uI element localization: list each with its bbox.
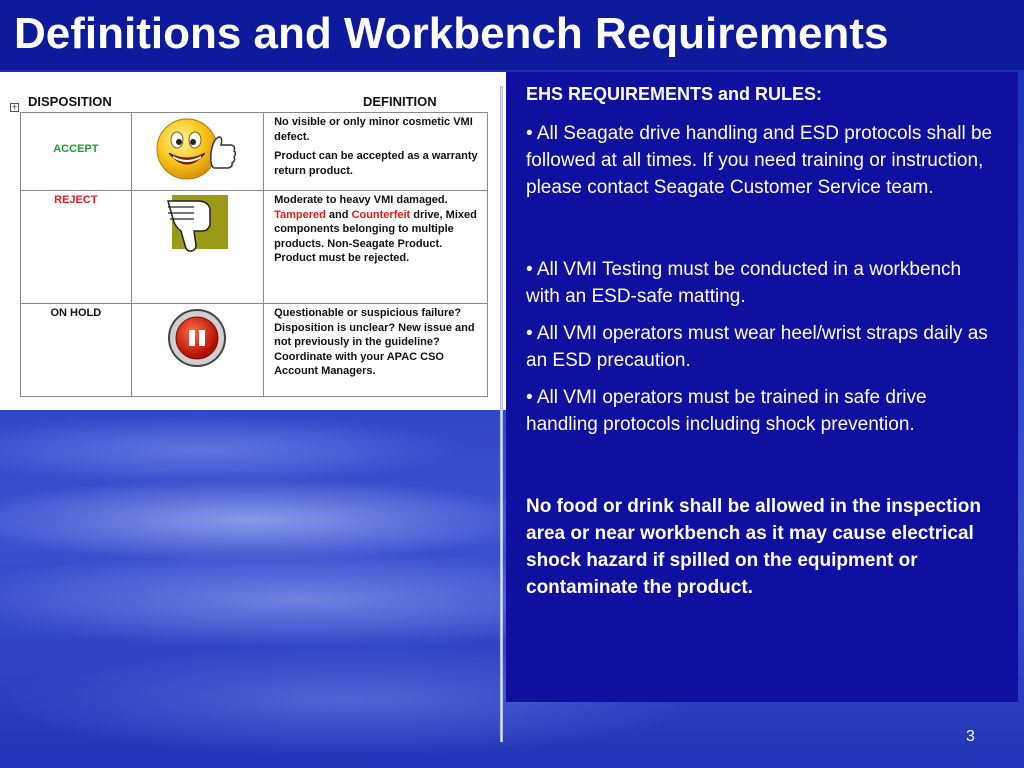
ehs-panel xyxy=(506,72,1018,702)
smiley-thumbs-up-icon xyxy=(151,113,243,185)
definition-cell xyxy=(264,191,488,304)
pause-button-icon xyxy=(165,304,229,368)
tampered-text: Tampered xyxy=(274,208,326,221)
definition-cell xyxy=(264,304,488,397)
title-bar xyxy=(0,0,1024,70)
disposition-cell xyxy=(21,113,132,191)
page-number: 3 xyxy=(966,728,975,745)
disposition-table-wrap xyxy=(10,92,490,377)
hold-definition-2: Coordinate with your APAC CSO Account Managers. xyxy=(274,350,444,377)
reject-definition-1: Moderate to heavy VMI damaged. Tampered and Counterfeit drive, Mixed components belonging to multiple products. Non-Seagate Product. xyxy=(274,194,477,250)
ehs-bullet-4: • All VMI operators must be trained in safe drive handling protocols including shock prevention. xyxy=(526,387,927,435)
ehs-bullet-1: • All Seagate drive handling and ESD protocols shall be followed at all times. If you need training or instruction, please contact Seagate Customer Service team. xyxy=(526,123,993,198)
icon-cell xyxy=(131,113,263,191)
hold-definition-1: Questionable or suspicious failure? Disposition is unclear? New issue and not previously in the guideline? xyxy=(274,307,475,348)
disposition-cell xyxy=(21,191,132,304)
table-row xyxy=(21,304,488,397)
disposition-table xyxy=(20,112,488,397)
slide-title: Definitions and Workbench Requirements xyxy=(14,9,889,58)
thumbs-down-icon xyxy=(162,191,232,255)
ehs-heading: EHS REQUIREMENTS and RULES: xyxy=(526,84,823,104)
table-row xyxy=(21,191,488,304)
table-row xyxy=(21,113,488,191)
table-header-row xyxy=(10,92,490,112)
reject-definition-2: Product must be rejected. xyxy=(274,252,410,264)
accept-definition-2: Product can be accepted as a warranty return product. xyxy=(274,150,478,177)
ehs-bullet-2: • All VMI Testing must be conducted in a workbench with an ESD-safe matting. xyxy=(526,259,962,307)
disposition-on-hold: ON HOLD xyxy=(50,307,102,319)
disposition-cell xyxy=(21,304,132,397)
icon-cell xyxy=(131,191,263,304)
ehs-warning: No food or drink shall be allowed in the inspection area or near workbench as it may cause electrical shock hazard if spilled on the equipment or contaminate the product. xyxy=(526,496,981,598)
divider-line xyxy=(500,86,503,742)
definition-cell xyxy=(264,113,488,191)
header-definition: DEFINITION xyxy=(363,94,437,109)
disposition-reject: REJECT xyxy=(54,194,98,206)
expand-icon[interactable]: + xyxy=(11,102,18,112)
ehs-bullet-3: • All VMI operators must wear heel/wrist straps daily as an ESD precaution. xyxy=(526,323,988,371)
icon-cell xyxy=(131,304,263,397)
header-disposition: DISPOSITION xyxy=(28,94,112,109)
counterfeit-text: Counterfeit xyxy=(351,208,411,221)
disposition-accept: ACCEPT xyxy=(53,143,99,155)
accept-definition-1: No visible or only minor cosmetic VMI defect. xyxy=(274,116,473,143)
